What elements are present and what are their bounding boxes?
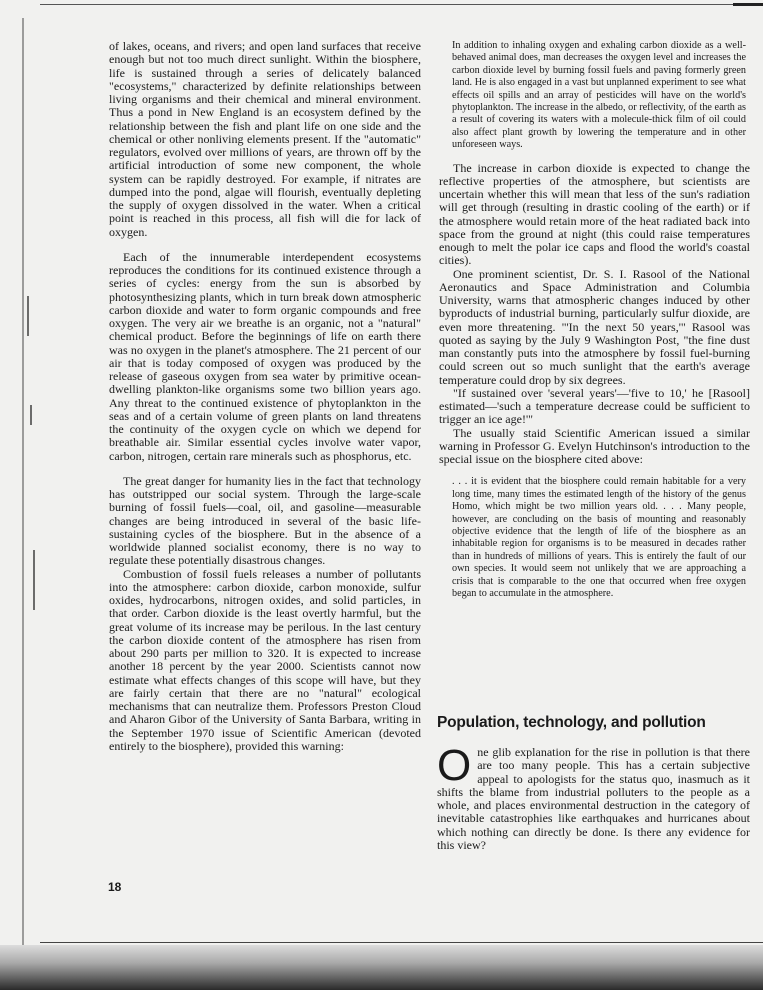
top-corner-mark — [733, 3, 763, 6]
margin-mark — [30, 405, 32, 425]
paragraph: Combustion of fossil fuels releases a number of pollutants into the atmosphere: carbon dioxide, carbon monoxide, sulfur oxides, hydrocarbons, nitrogen oxides, and solid particles, in that order. Carbon dioxide is the least overtly harmful, but the great volume of its increase may be perilous. In the last century the carbon dioxide content of the atmosphere has risen from about 290 parts per million to 320. It is expected to increase another 18 percent by the year 2000. Scientists cannot now estimate what effects changes of this scope will have, but they are fairly certain that there are no "natural" ecological mechanisms that can neutralize them. Professors Preston Cloud and Aharon Gibor of the University of Santa Barbara, writing in the September 1970 issue of Scientific American (devoted entirely to the biosphere), provided this warning: — [109, 566, 421, 753]
paragraph: The great danger for humanity lies in the fact that technology has outstripped our social system. Through the large-scale burning of fossil fuels—coal, oil, and gasoline—measurable changes are being introduced in several of the basic life-sustaining cycles of the biosphere. But in the absence of a worldwide planned socialist economy, there is no way to regulate these potentially disastrous changes. — [109, 473, 421, 568]
bottom-rule — [40, 942, 763, 943]
left-column — [109, 40, 421, 753]
block-quote: In addition to inhaling oxygen and exhaling carbon dioxide as a well-behaved animal does, man decreases the oxygen level and increases the carbon dioxide level by burning fossil fuels and paving formerly green land. He is also engaged in a vast but unplanned experiment to see what effects oil spills and an array of pesticides will have on the world's phytoplankton. The increase in the albedo, or reflectivity, of the earth as a result of covering its waters with a molecule-thick film of oil could also affect plant growth by lowering the temperature and in other unforeseen ways. — [452, 40, 746, 151]
lead-paragraph — [437, 741, 750, 852]
lead-text: ne glib explanation for the rise in pollution is that there are too many people. This has a certain subjective appeal to apologists for the status quo, inasmuch as it shifts the blame from industrial polluters to the people as a whole, and places environmental destruction in the category of inevitable catastrophies like earthquakes and hurricanes about which nothing can directly be done. Is there any evidence for this view? — [437, 745, 750, 852]
right-column — [439, 40, 750, 600]
section-heading: Population, technology, and pollution — [437, 714, 706, 731]
paragraph: Each of the innumerable interdependent ecosystems reproduces the conditions for its continued existence through a series of cycles: energy from the sun is absorbed by photosynthesizing plants, which in turn break down atmospheric carbon dioxide and water to form organic compounds and free oxygen. The very air we breathe is an organic, not a "natural" chemical product. Before the beginnings of life on earth there was no oxygen in the planet's atmosphere. The 21 percent of our air that is today composed of oxygen was produced by the release of gaseous oxygen from sea water by primitive ocean-dwelling plankton-like organisms some two billion years ago. Any threat to the continued existence of phytoplankton in the seas and of a certain volume of green plants on land threatens the continuity of the oxygen cycle on which we depend for breathable air. Similar essential cycles involve water vapor, carbon, nitrogen, certain rare minerals such as phosphorus, etc. — [109, 249, 421, 463]
page-number: 18 — [108, 880, 122, 894]
margin-mark — [33, 550, 35, 610]
paragraph: "If sustained over 'several years'—'five to 10,' he [Rasool] estimated—'such a temperature decrease could be sufficient to trigger an ice age!'" — [439, 385, 750, 427]
block-quote: . . . it is evident that the biosphere could remain habitable for a very long time, many times the estimated length of the history of the genus Homo, which might be two million years old. . . . Many people, however, are concluding on the basis of mounting and reasonably objective evidence that the length of life of the biosphere as an inhabitable region for organisms is to be measured in decades rather than in hundreds of millions of years. This is entirely the fault of our own species. It would seem not unlikely that we are approaching a crisis that is comparable to the one that occurred when free oxygen began to accumulate in the atmosphere. — [452, 476, 746, 600]
paragraph: One prominent scientist, Dr. S. I. Rasool of the National Aeronautics and Space Administration and Columbia University, warns that atmospheric changes induced by other byproducts of industrial burning, particularly sulfur dioxide, are even more threatening. "'In the next 50 years,'" Rasool was quoted as saying by the July 9 Washington Post, "the fine dust man constantly puts into the atmosphere by fossil fuel-burning could screen out so much sunlight that the earth's average temperature could drop by six degrees. — [439, 266, 750, 387]
scan-shadow — [0, 945, 763, 990]
top-rule — [40, 4, 763, 5]
left-binding-edge — [22, 18, 24, 978]
drop-cap: O — [437, 741, 472, 790]
margin-mark — [27, 296, 29, 336]
paragraph: The usually staid Scientific American issued a similar warning in Professor G. Evelyn Hutchinson's introduction to the special issue on the biosphere cited above: — [439, 425, 750, 467]
paragraph: of lakes, oceans, and rivers; and open land surfaces that receive enough but not too much direct sunlight. Within the biosphere, life is sustained through a series of delicately balanced "ecosystems," characterized by definite relationships between living organisms and their chemical and mineral environment. Thus a pond in New England is an ecosystem defined by the relationship between the fish and plant life on one side and the chemical or other nonliving elements present. If the "automatic" regulators, evolved over millions of years, are thrown off by the artificial introduction of some new component, the whole system can be rapidly destroyed. For example, if nitrates are dumped into the pond, algae will flourish, eventually depleting the supply of oxygen dissolved in the water. When a critical point is reached in this process, all fish will die for lack of oxygen. — [109, 39, 421, 239]
paragraph: The increase in carbon dioxide is expected to change the reflective properties of the atmosphere, but scientists are uncertain whether this will mean that less of the sun's radiation will get through (resulting in drastic cooling of the earth) or if the atmosphere would retain more of the heat radiated back into space from the ground at night (this could raise temperatures enough to melt the polar ice caps and flood the world's coastal cities). — [439, 160, 750, 268]
